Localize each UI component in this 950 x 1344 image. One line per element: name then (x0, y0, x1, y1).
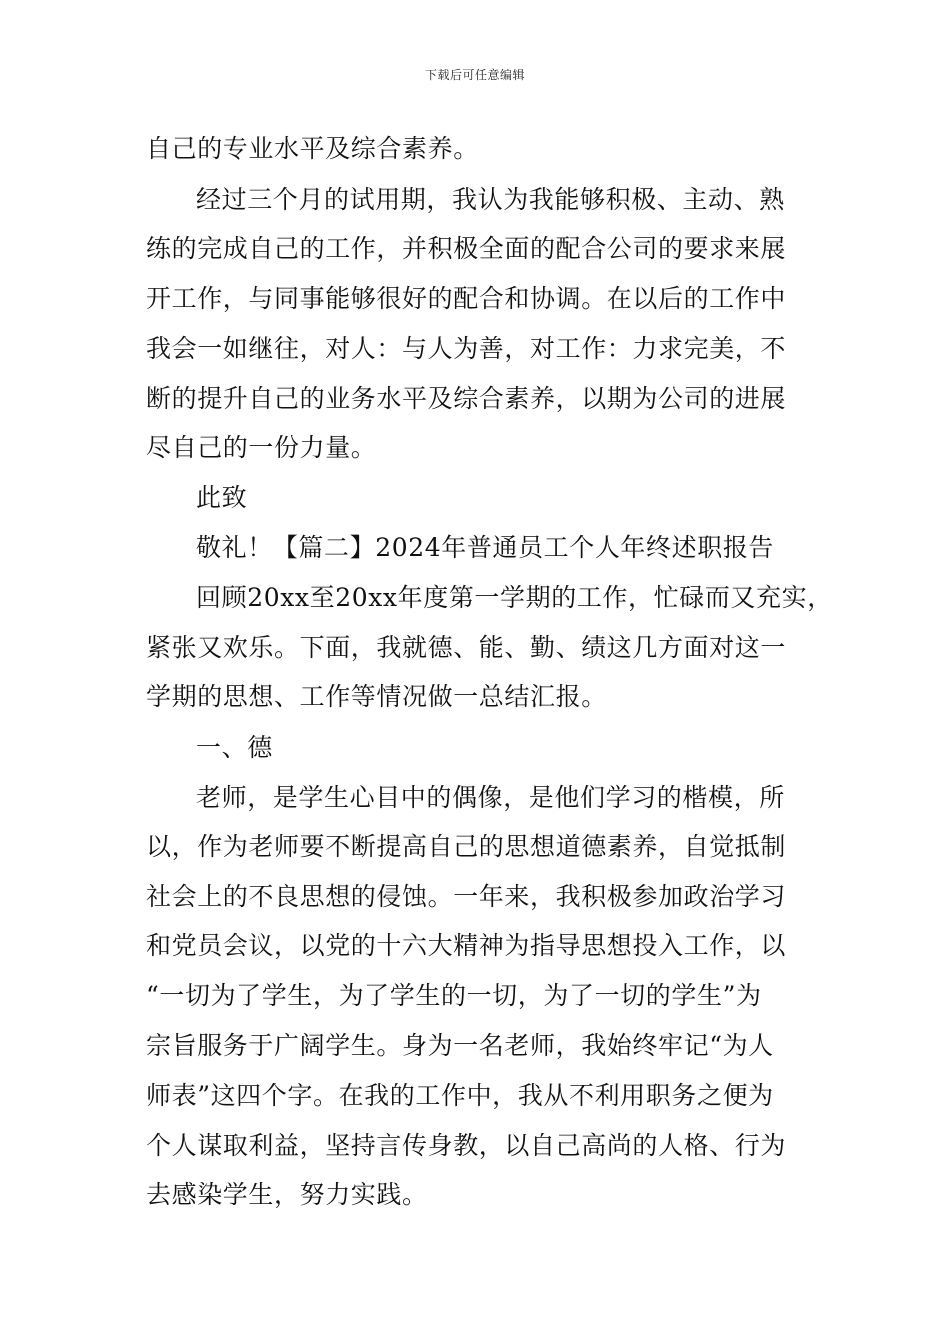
text-line: “一切为了学生，为了学生的一切，为了一切的学生”为 (146, 981, 762, 1010)
text-line: 老师，是学生心目中的偶像，是他们学习的楷模，所 (196, 783, 785, 812)
text-line: 此致 (196, 483, 248, 512)
text-line: 经过三个月的试用期，我认为我能够积极、主动、熟 (196, 185, 785, 214)
text-line: 敬礼！【篇二】2024年普通员工个人年终述职报告 (196, 533, 775, 562)
page-header: 下载后可任意编辑 (424, 68, 525, 82)
text-line: 师表”这四个字。在我的工作中，我从不利用职务之便为 (146, 1081, 774, 1110)
text-line: 我会一如继往，对人：与人为善，对工作：力求完美，不 (146, 334, 787, 363)
text-line: 个人谋取利益，坚持言传身教，以自己高尚的人格、行为 (146, 1131, 787, 1160)
text-line: 一、德 (196, 733, 273, 762)
text-line: 回顾20xx至20xx年度第一学期的工作，忙碌而又充实， (196, 583, 833, 612)
text-line: 去感染学生，努力实践。 (146, 1180, 428, 1209)
text-line: 练的完成自己的工作，并积极全面的配合公司的要求来展 (146, 234, 787, 263)
text-line: 尽自己的一份力量。 (146, 433, 377, 462)
text-line: 和党员会议，以党的十六大精神为指导思想投入工作，以 (146, 931, 787, 960)
text-line: 紧张又欢乐。下面，我就德、能、勤、绩这几方面对这一 (146, 633, 787, 662)
text-line: 社会上的不良思想的侵蚀。一年来，我积极参加政治学习 (146, 882, 787, 911)
text-line: 开工作，与同事能够很好的配合和协调。在以后的工作中 (146, 284, 787, 313)
text-line: 断的提升自己的业务水平及综合素养，以期为公司的进展 (146, 384, 787, 413)
text-line: 自己的专业水平及综合素养。 (146, 134, 479, 163)
text-line: 宗旨服务于广阔学生。身为一名老师，我始终牢记“为人 (146, 1031, 774, 1060)
text-line: 学期的思想、工作等情况做一总结汇报。 (146, 682, 607, 711)
text-line: 以，作为老师要不断提高自己的思想道德素养，自觉抵制 (146, 832, 787, 861)
